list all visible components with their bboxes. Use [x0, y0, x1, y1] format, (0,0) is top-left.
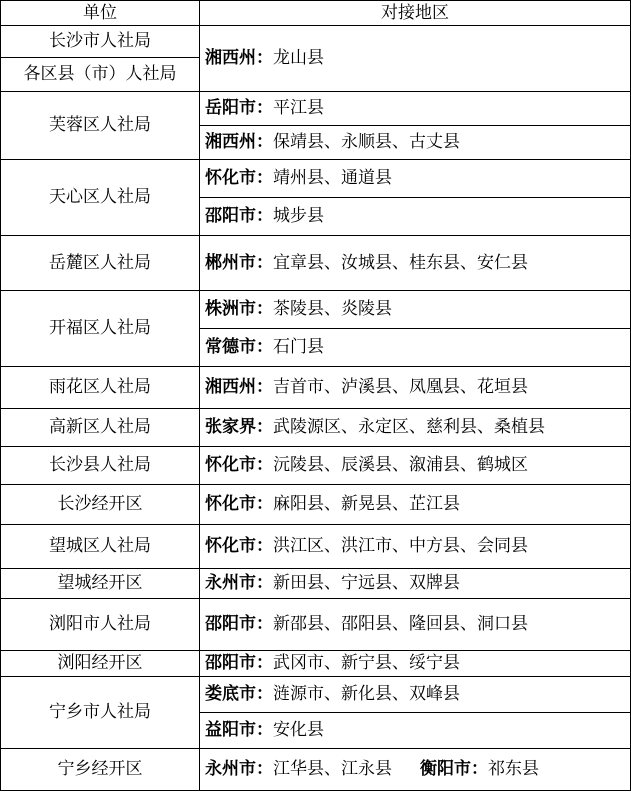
table-row: [1, 160, 631, 198]
county-list: 洪江区、洪江市、中方县、会同县: [273, 536, 528, 557]
unit-cell: 宁乡经开区: [1, 749, 200, 791]
area-cell: [200, 749, 631, 791]
city-name: 湘西州：: [205, 377, 273, 398]
table-row: [1, 236, 631, 291]
county-list: 祁东县: [488, 759, 539, 780]
county-list: 平江县: [273, 98, 324, 119]
city-name: 湘西州：: [205, 132, 273, 153]
area-cell: [200, 367, 631, 409]
city-name: 湘西州：: [205, 48, 273, 69]
area-cell: [200, 677, 631, 713]
area-cell: [200, 92, 631, 126]
header-row: [1, 1, 631, 26]
unit-cell: 长沙经开区: [1, 485, 200, 525]
county-list: 石门县: [273, 337, 324, 358]
area-cell: [200, 291, 631, 329]
unit-cell: 岳麓区人社局: [1, 236, 200, 291]
county-list: 茶陵县、炎陵县: [273, 299, 392, 320]
area-cell: [200, 485, 631, 525]
county-list: 新田县、宁远县、双牌县: [273, 573, 460, 594]
unit-cell: 高新区人社局: [1, 409, 200, 447]
area-cell: [200, 569, 631, 599]
county-list: 新邵县、邵阳县、隆回县、洞口县: [273, 614, 528, 635]
header-unit: 单位: [1, 1, 200, 26]
city-name: 怀化市：: [205, 494, 273, 515]
unit-cell: 浏阳市人社局: [1, 599, 200, 651]
city-name: 怀化市：: [205, 455, 273, 476]
area-cell: [200, 126, 631, 160]
table-row: [1, 569, 631, 599]
area-cell: [200, 329, 631, 367]
city-name: 株洲市：: [205, 299, 273, 320]
county-list: 麻阳县、新晃县、芷江县: [273, 494, 460, 515]
city-name: 永州市：: [205, 759, 273, 780]
unit-cell: 浏阳经开区: [1, 651, 200, 677]
city-name: 永州市：: [205, 573, 273, 594]
header-area: 对接地区: [200, 1, 631, 26]
table-row: [1, 367, 631, 409]
area-cell: [200, 599, 631, 651]
city-name: 怀化市：: [205, 168, 273, 189]
table-row: [1, 525, 631, 569]
county-list: 武陵源区、永定区、慈利县、桑植县: [273, 417, 545, 438]
unit-cell: 开福区人社局: [1, 291, 200, 367]
unit-cell: 宁乡市人社局: [1, 677, 200, 749]
county-list: 城步县: [273, 206, 324, 227]
city-name: 邵阳市：: [205, 653, 273, 674]
table-row: [1, 651, 631, 677]
area-cell: [200, 236, 631, 291]
city-name: 娄底市：: [205, 684, 273, 705]
table-row: [1, 599, 631, 651]
area-cell: [200, 160, 631, 198]
area-cell: [200, 713, 631, 749]
area-cell: [200, 198, 631, 236]
unit-cell: 雨花区人社局: [1, 367, 200, 409]
unit-cell: 各区县（市）人社局: [1, 58, 200, 92]
unit-cell: 天心区人社局: [1, 160, 200, 236]
table-row: [1, 26, 631, 58]
area-cell: [200, 409, 631, 447]
city-name: 益阳市：: [205, 720, 273, 741]
county-list: 涟源市、新化县、双峰县: [273, 684, 460, 705]
table-row: [1, 447, 631, 485]
city-name: 邵阳市：: [205, 206, 273, 227]
city-name: 常德市：: [205, 337, 273, 358]
area-cell: [200, 447, 631, 485]
county-list: 沅陵县、辰溪县、溆浦县、鹤城区: [273, 455, 528, 476]
table-row: [1, 291, 631, 329]
county-list: 宜章县、汝城县、桂东县、安仁县: [273, 252, 528, 273]
area-cell: [200, 651, 631, 677]
city-name: 邵阳市：: [205, 614, 273, 635]
county-list: 靖州县、通道县: [273, 168, 392, 189]
table-row: [1, 92, 631, 126]
unit-cell: 望城经开区: [1, 569, 200, 599]
county-list: 武冈市、新宁县、绥宁县: [273, 653, 460, 674]
unit-cell: 望城区人社局: [1, 525, 200, 569]
area-cell: [200, 26, 631, 92]
city-name: 怀化市：: [205, 536, 273, 557]
city-name: 张家界：: [205, 417, 273, 438]
unit-cell: 长沙县人社局: [1, 447, 200, 485]
city-name: 衡阳市：: [420, 759, 488, 780]
table-row: [1, 749, 631, 791]
city-name: 郴州市：: [205, 252, 273, 273]
county-list: 吉首市、泸溪县、凤凰县、花垣县: [273, 377, 528, 398]
unit-cell: 芙蓉区人社局: [1, 92, 200, 160]
unit-cell: 长沙市人社局: [1, 26, 200, 58]
table-row: [1, 677, 631, 713]
county-list: 保靖县、永顺县、古丈县: [273, 132, 460, 153]
county-list: 安化县: [273, 720, 324, 741]
county-list: 龙山县: [273, 48, 324, 69]
county-list: 江华县、江永县: [273, 759, 392, 780]
table-row: [1, 485, 631, 525]
area-cell: [200, 525, 631, 569]
city-name: 岳阳市：: [205, 98, 273, 119]
table-row: [1, 409, 631, 447]
